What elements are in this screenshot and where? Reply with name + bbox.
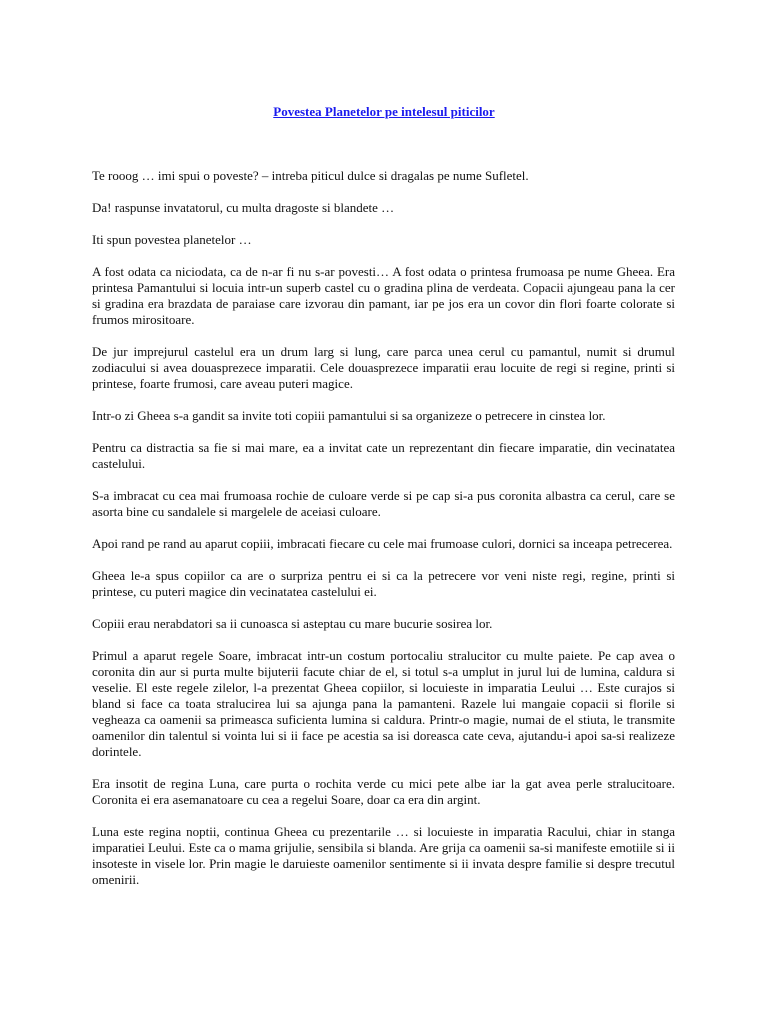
paragraph: Copiii erau nerabdatori sa ii cunoasca si asteptau cu mare bucurie sosirea lor. (92, 616, 493, 631)
paragraph: Iti spun povestea planetelor … (92, 232, 252, 247)
paragraph: Apoi rand pe rand au aparut copiii, imbracati fiecare cu cele mai frumoase culori, dornici sa inceapa petrecerea. (92, 536, 673, 551)
paragraph: Intr-o zi Gheea s-a gandit sa invite toti copiii pamantului si sa organizeze o petrecere in cinstea lor. (92, 408, 606, 423)
paragraph: A fost odata ca niciodata, ca de n-ar fi nu s-ar povesti… A fost odata o printesa frumoasa pe nume Gheea. Era printesa Pamantului si locuia intr-un superb castel cu o gradina plina de verdeata. Copacii ajungeau pana la cer si gradina era brazdata de paraiase care izvorau din pamant, iar pe jos era un covor din flori foarte colorate si frumos mirositoare. (92, 264, 675, 327)
paragraph: Pentru ca distractia sa fie si mai mare, ea a invitat cate un reprezentant din fiecare imparatie, din vecinatatea castelului. (92, 440, 675, 471)
document-title (0, 104, 768, 120)
paragraph: Luna este regina noptii, continua Gheea cu prezentarile … si locuieste in imparatia Racului, chiar in stanga imparatiei Leului. Este ca o mama grijulie, sensibila si blanda. Are grija ca oamenii sa-si manifeste emotiile si ii insoteste in visele lor. Prin magie le daruieste oamenilor sentimente si ii invata despre familie si despre trecutul omenirii. (92, 824, 675, 887)
title-link[interactable]: Povestea Planetelor pe intelesul piticilor (273, 104, 495, 119)
paragraph: Te rooog … imi spui o poveste? – intreba piticul dulce si dragalas pe nume Sufletel. (92, 168, 529, 183)
paragraph: Da! raspunse invatatorul, cu multa dragoste si blandete … (92, 200, 395, 215)
document-body (92, 168, 675, 904)
paragraph: De jur imprejurul castelul era un drum larg si lung, care parca unea cerul cu pamantul, numit si drumul zodiacului si avea douasprezece imparatii. Cele douasprezece imparatii erau locuite de regi si regine, printi si printese, foarte frumosi, care aveau puteri magice. (92, 344, 675, 391)
paragraph: S-a imbracat cu cea mai frumoasa rochie de culoare verde si pe cap si-a pus coronita albastra ca cerul, care se asorta bine cu sandalele si margelele de aceiasi culoare. (92, 488, 675, 519)
paragraph: Gheea le-a spus copiilor ca are o surpriza pentru ei si ca la petrecere vor veni niste regi, regine, printi si printese, cu puteri magice din vecinatatea castelului ei. (92, 568, 675, 599)
paragraph: Era insotit de regina Luna, care purta o rochita verde cu mici pete albe iar la gat avea perle stralucitoare. Coronita ei era asemanatoare cu cea a regelui Soare, doar ca era din argint. (92, 776, 675, 807)
paragraph: Primul a aparut regele Soare, imbracat intr-un costum portocaliu stralucitor cu multe paiete. Pe cap avea o coronita din aur si purta multe bijuterii facute chiar de el, si totul s-a umplut in jurul lui de lumina, caldura si veselie. El este regele zilelor, l-a prezentat Gheea copiilor, si locuieste in imparatia Leului … Este curajos si bland si face ca toata stralucirea lui sa ajunga pana la pamanteni. Razele lui mangaie copacii si florile si vegheaza ca oamenii sa primeasca suficienta lumina si caldura. Printr-o magie, numai de el stiuta, le transmite oamenilor din talentul si vointa lui si ii face pe acestia sa isi doreasca cate ceva, ajutandu-i apoi sa-si realizeze dorintele. (92, 648, 675, 759)
